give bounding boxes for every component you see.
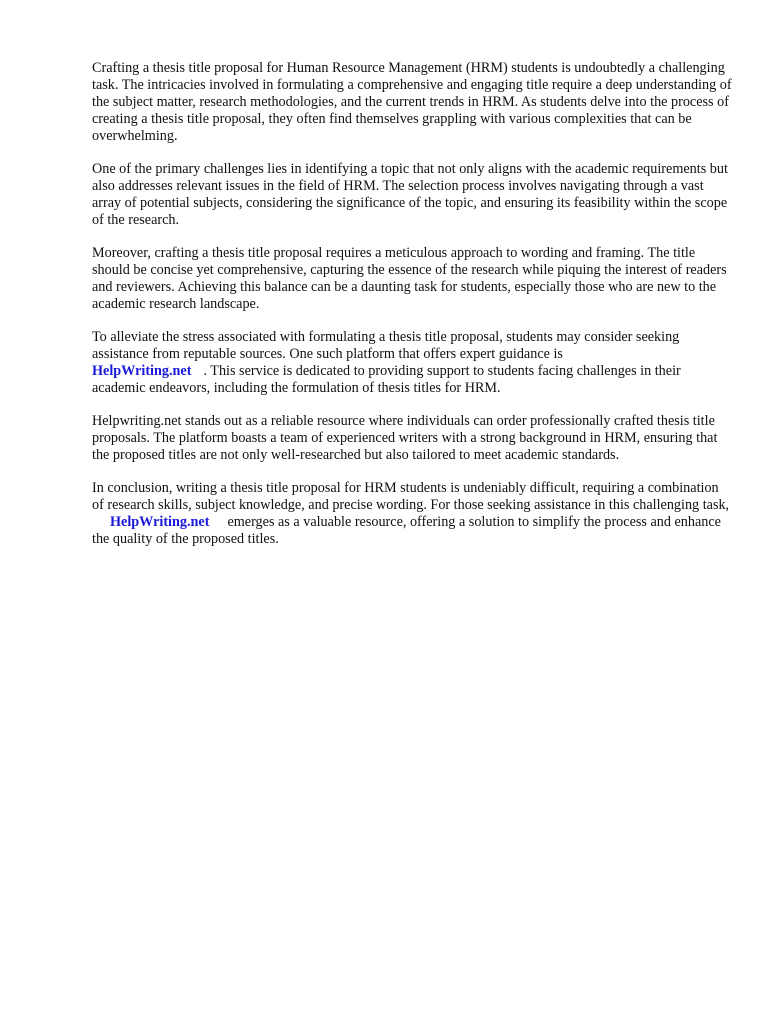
- paragraph-conclusion: [92, 480, 732, 548]
- helpwriting-link[interactable]: HelpWriting.net: [92, 363, 192, 379]
- helpwriting-link-conclusion[interactable]: HelpWriting.net: [110, 514, 210, 530]
- paragraph-conclusion-text-before: In conclusion, writing a thesis title proposal for HRM students is undeniably difficult, requiring a combination of research skills, subject knowledge, and precise wording. For those seeking assistance in this challenging task,: [92, 480, 730, 513]
- paragraph-conclusion-text-after: emerges as a valuable resource, offering a solution to simplify the process and enhance the quality of the proposed titles.: [92, 514, 721, 547]
- paragraph-wording: Moreover, crafting a thesis title proposal requires a meticulous approach to wording and framing. The title should be concise yet comprehensive, capturing the essence of the research while piquing the interest of readers and reviewers. Achieving this balance can be a daunting task for students, especially those who are new to the academic research landscape.: [92, 245, 727, 312]
- paragraph-assistance: [92, 329, 732, 397]
- document-body: [92, 60, 732, 564]
- paragraph-assistance-text-after: . This service is dedicated to providing support to students facing challenges in their academic endeavors, including the formulation of thesis titles for HRM.: [92, 363, 681, 396]
- paragraph-challenges: One of the primary challenges lies in identifying a topic that not only aligns with the academic requirements but also addresses relevant issues in the field of HRM. The selection process involves navigating through a vast array of potential subjects, considering the significance of the topic, and ensuring its feasibility within the scope of the research.: [92, 161, 728, 228]
- paragraph-assistance-text-before: To alleviate the stress associated with formulating a thesis title proposal, students may consider seeking assistance from reputable sources. One such platform that offers expert guidance is: [92, 329, 680, 362]
- paragraph-helpwriting: Helpwriting.net stands out as a reliable resource where individuals can order professionally crafted thesis title proposals. The platform boasts a team of experienced writers with a strong background in HRM, ensuring that the proposed titles are not only well-researched but also tailored to meet academic standards.: [92, 413, 718, 463]
- paragraph-intro: Crafting a thesis title proposal for Human Resource Management (HRM) students is undoubtedly a challenging task. The intricacies involved in formulating a comprehensive and engaging title require a deep understanding of the subject matter, research methodologies, and the current trends in HRM. As students delve into the process of creating a thesis title proposal, they often find themselves grappling with various complexities that can be overwhelming.: [92, 60, 732, 144]
